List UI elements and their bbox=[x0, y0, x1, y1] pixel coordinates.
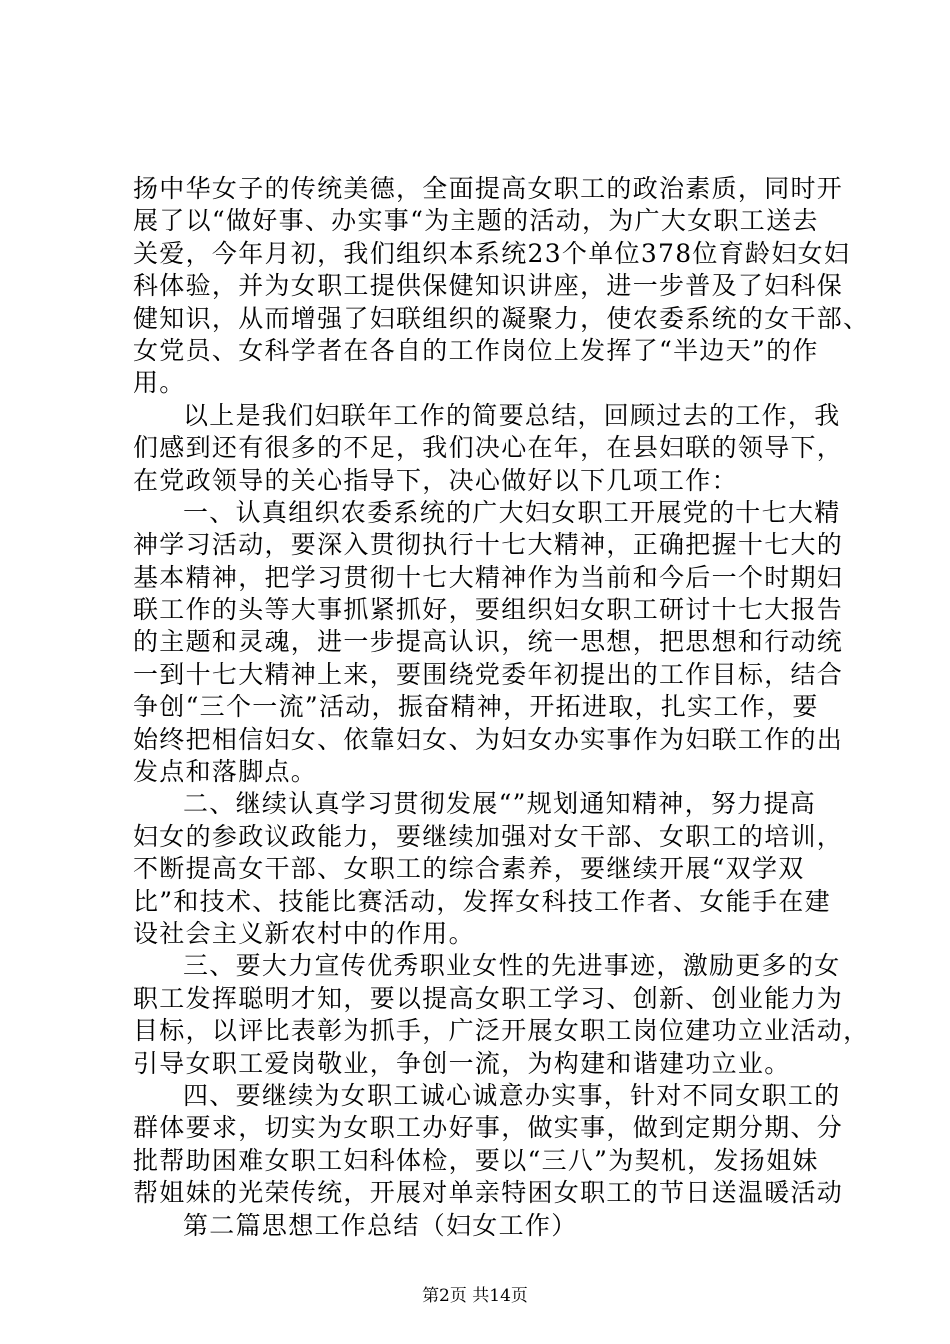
text-line: 始终把相信妇女、依靠妇女、为妇女办实事作为妇联工作的出 bbox=[133, 724, 844, 754]
document-body bbox=[133, 173, 870, 1242]
text-line: 不断提高女干部、女职工的综合素养，要继续开展“双学双 bbox=[133, 854, 805, 884]
text-line: 职工发挥聪明才知，要以提高女职工学习、创新、创业能力为 bbox=[133, 983, 844, 1013]
text-line: 设社会主义新农村中的作用。 bbox=[133, 918, 475, 948]
text-line: 一到十七大精神上来，要围绕党委年初提出的工作目标，结合 bbox=[133, 659, 844, 689]
text-line: 在党政领导的关心指导下，决心做好以下几项工作： bbox=[133, 465, 738, 495]
text-line: 引导女职工爱岗敬业，争创一流，为构建和谐建功立业。 bbox=[133, 1048, 791, 1078]
text-line: 健知识，从而增强了妇联组织的凝聚力，使农委系统的女干部、 bbox=[133, 303, 870, 333]
text-line: 群体要求，切实为女职工办好事，做实事，做到定期分期、分 bbox=[133, 1113, 844, 1143]
text-line: 关爱，今年月初，我们组织本系统23个单位378位育龄妇女妇 bbox=[133, 238, 851, 268]
text-line: 妇女的参政议政能力，要继续加强对女干部、女职工的培训， bbox=[133, 821, 844, 851]
text-line: 联工作的头等大事抓紧抓好，要组织妇女职工研讨十七大报告 bbox=[133, 595, 844, 625]
paragraph-start-line: 四、要继续为女职工诚心诚意办实事，针对不同女职工的 bbox=[183, 1080, 841, 1110]
text-line: 科体验，并为女职工提供保健知识讲座，进一步普及了妇科保 bbox=[133, 271, 844, 301]
text-line: 基本精神，把学习贯彻十七大精神作为当前和今后一个时期妇 bbox=[133, 562, 844, 592]
text-line: 的主题和灵魂，进一步提高认识，统一思想，把思想和行动统 bbox=[133, 627, 844, 657]
text-line: 目标，以评比表彰为抓手，广泛开展女职工岗位建功立业活动， bbox=[133, 1016, 870, 1046]
text-line: 帮姐妹的光荣传统，开展对单亲特困女职工的节日送温暖活动 bbox=[133, 1178, 844, 1208]
text-line: 用。 bbox=[133, 368, 186, 398]
paragraph-start-line: 三、要大力宣传优秀职业女性的先进事迹，激励更多的女 bbox=[183, 951, 841, 981]
text-line: 扬中华女子的传统美德，全面提高女职工的政治素质，同时开 bbox=[133, 174, 844, 203]
paragraph-start-line: 以上是我们妇联年工作的简要总结，回顾过去的工作，我 bbox=[183, 400, 841, 430]
section-heading: 第二篇思想工作总结（妇女工作） bbox=[183, 1210, 578, 1240]
paragraph-start-line: 二、继续认真学习贯彻发展“”规划通知精神，努力提高 bbox=[183, 789, 817, 819]
text-line: 比”和技术、技能比赛活动，发挥女科技工作者、女能手在建 bbox=[133, 886, 831, 916]
text-line: 发点和落脚点。 bbox=[133, 757, 318, 787]
paragraph-start-line: 一、认真组织农委系统的广大妇女职工开展党的十七大精 bbox=[183, 497, 841, 527]
text-line: 展了以“做好事、办实事“为主题的活动，为广大女职工送去 bbox=[133, 206, 819, 236]
page-number-footer: 第2页 共14页 bbox=[422, 1286, 528, 1306]
text-line: 争创“三个一流”活动，振奋精神，开拓进取，扎实工作，要 bbox=[133, 692, 819, 722]
text-line: 批帮助困难女职工妇科体检，要以“三八”为契机，发扬姐妹 bbox=[133, 1145, 819, 1175]
text-line: 们感到还有很多的不足，我们决心在年，在县妇联的领导下， bbox=[133, 433, 844, 463]
text-line: 神学习活动，要深入贯彻执行十七大精神，正确把握十七大的 bbox=[133, 530, 844, 560]
text-line: 女党员、女科学者在各自的工作岗位上发挥了“半边天”的作 bbox=[133, 335, 819, 365]
